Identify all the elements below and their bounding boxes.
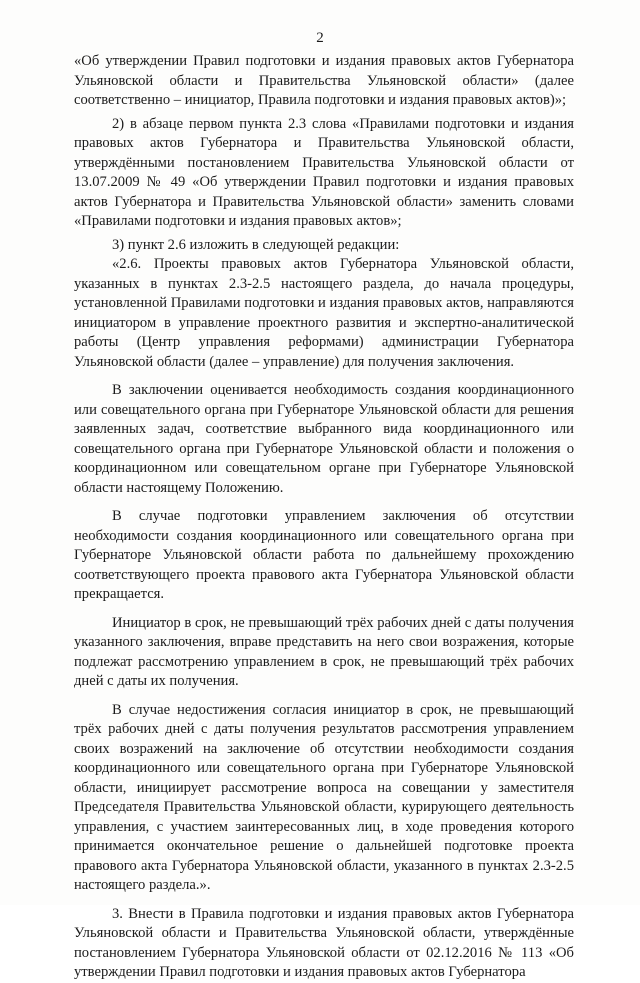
paragraph-work-termination: В случае подготовки управлением заключения об отсутствии необходимости создания координационного или совещательного органа при Губернаторе Ульяновской области работа по дальнейшему прохождению соответствующего проекта правового акта Губернатора Ульяновской области прекращается. (74, 508, 574, 602)
paragraph-objections: Инициатор в срок, не превышающий трёх рабочих дней с даты получения указанного заключения, вправе представить на него свои возражения, которые подлежат рассмотрению управлением в срок, не превышающий трёх рабочих дней с даты их получения. (74, 614, 574, 689)
paragraph-item-3: 3) пункт 2.6 изложить в следующей редакции: (112, 236, 400, 253)
paragraph-item-2: 2) в абзаце первом пункта 2.3 слова «Правилами подготовки и издания правовых актов Губернатора и Правительства Ульяновской области, утверждёнными постановлением Правительства Ульяновской области от 13.07.2009 № 49 «Об утверждении Правил подготовки и издания правовых актов Губернатора и Правительства Ульяновской области» заменить словами «Правилами подготовки и издания правовых актов»; (74, 115, 574, 229)
paragraph-disagreement: В случае недостижения согласия инициатор в срок, не превышающий трёх рабочих дней с даты получения результатов рассмотрения управлением своих возражений на заключение об отсутствии необходимости создания координационного или совещательного органа при Губернаторе Ульяновской области, инициирует рассмотрение вопроса на совещании у заместителя Председателя Правительства Ульяновской области, курирующего деятельность управления, с участием заинтересованных лиц, в ходе проведения которого принимается окончательное решение о дальнейшей подготовке проекта правового акта Губернатора Ульяновской области, указанного в пунктах 2.3-2.5 настоящего раздела.». (74, 701, 574, 893)
document-body (74, 52, 574, 983)
paragraph-conclusion-assessment: В заключении оценивается необходимость создания координационного или совещательного органа при Губернаторе Ульяновской области для решения заявленных задач, соответствие выбранного вида координационного или совещательного органа при Губернаторе Ульяновской области и положения о координационном или совещательном органе при Губернаторе Ульяновской области настоящему Положению. (74, 382, 574, 496)
paragraph-item-3-amendments: 3. Внести в Правила подготовки и издания правовых актов Губернатора Ульяновской области и Правительства Ульяновской области, утверждённые постановлением Губернатора Ульяновской области от 02.12.2016 № 113 «Об утверждении Правил подготовки и издания правовых актов Губернатора (74, 905, 574, 980)
paragraph-continuation: «Об утверждении Правил подготовки и издания правовых актов Губернатора Ульяновской области и Правительства Ульяновской области» (далее соответственно – инициатор, Правила подготовки и издания правовых актов)»; (74, 53, 574, 108)
paragraph-clause-2-6: «2.6. Проекты правовых актов Губернатора Ульяновской области, указанных в пунктах 2.3-2.5 настоящего раздела, до начала процедуры, установленной Правилами подготовки и издания правовых актов, направляются инициатором в управление проектного развития и экспертно-аналитической работы (Центр управления реформами) администрации Губернатора Ульяновской области (далее – управление) для получения заключения. (74, 256, 574, 370)
page-number: 2 (316, 30, 324, 46)
